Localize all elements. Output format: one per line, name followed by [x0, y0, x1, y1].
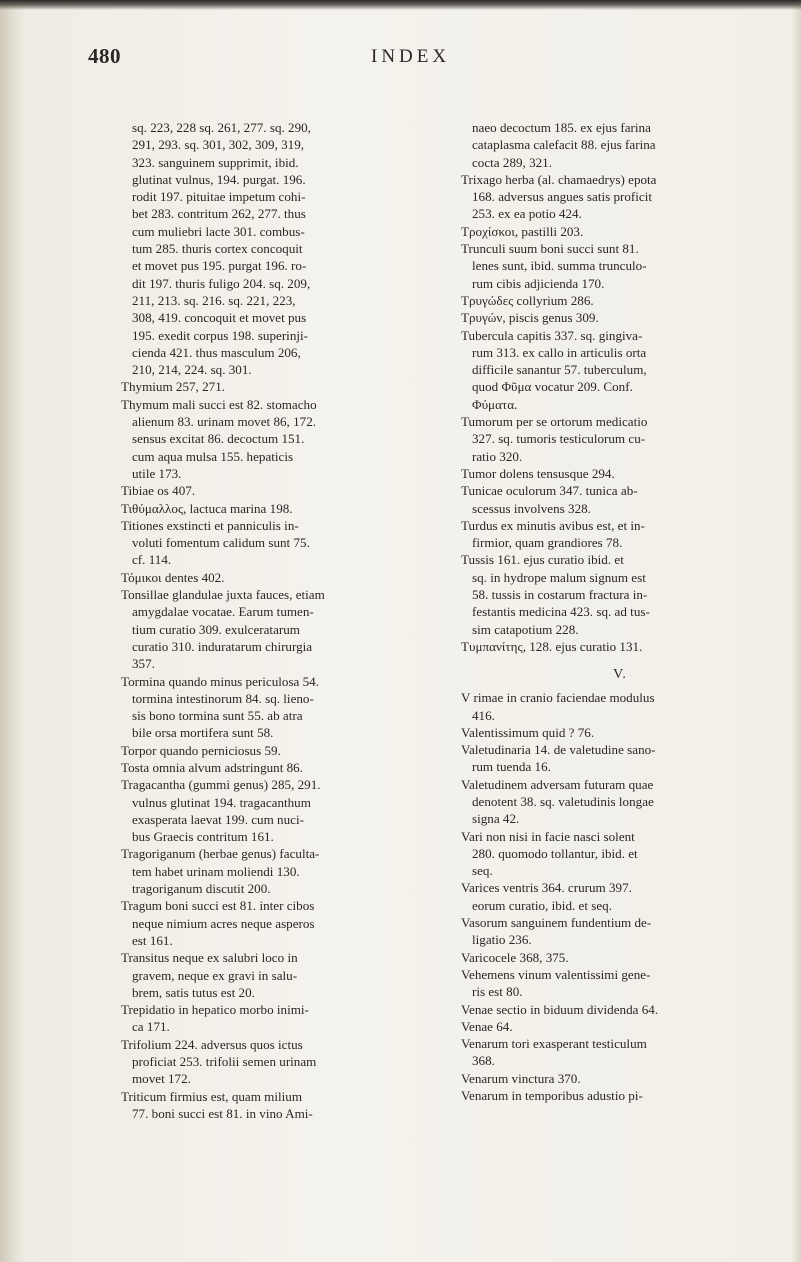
- page-header: [0, 44, 801, 84]
- left-index-column: [121, 119, 443, 1122]
- index-entry-line: V rimae in cranio faciendae modulus: [461, 690, 655, 706]
- index-entry-line: tem habet urinam moliendi 130.: [132, 863, 300, 879]
- index-entry-line: Φύματα.: [472, 396, 518, 412]
- index-entry-line: 211, 213. sq. 216. sq. 221, 223,: [132, 292, 296, 308]
- index-entry-line: Τόμικοι dentes 402.: [121, 569, 225, 585]
- index-entry-line: Τροχίσκοι, pastilli 203.: [461, 223, 584, 239]
- index-entry-line: Valentissimum quid ? 76.: [461, 724, 595, 740]
- index-entry-line: sim catapotium 228.: [472, 621, 579, 637]
- index-entry-line: Vehemens vinum valentissimi gene-: [461, 966, 651, 982]
- index-entry-line: denotent 38. sq. valetudinis longae: [472, 793, 654, 809]
- index-entry-line: rum 313. ex callo in articulis orta: [472, 344, 647, 360]
- index-entry-line: Venarum tori exasperant testiculum: [461, 1036, 647, 1052]
- index-entry-line: Tumorum per se ortorum medicatio: [461, 414, 648, 430]
- index-entry-line: utile 173.: [132, 465, 182, 481]
- index-entry-line: Venae sectio in biduum dividenda 64.: [461, 1001, 659, 1017]
- index-entry-line: Varices ventris 364. crurum 397.: [461, 880, 632, 896]
- index-entry-line: tragoriganum discutit 200.: [132, 881, 271, 897]
- index-entry-line: firmior, quam grandiores 78.: [472, 535, 623, 551]
- index-entry-line: Trepidatio in hepatico morbo inimi-: [121, 1002, 309, 1018]
- index-entry-line: eorum curatio, ibid. et seq.: [472, 897, 612, 913]
- index-entry-line: proficiat 253. trifolii semen urinam: [132, 1054, 317, 1070]
- index-entry-line: Vasorum sanguinem fundentium de-: [461, 915, 652, 931]
- index-entry-line: 253. ex ea potio 424.: [472, 206, 582, 222]
- index-entry-line: 416.: [472, 707, 495, 723]
- index-entry-line: 368.: [472, 1053, 495, 1069]
- index-entry-line: sis bono tormina sunt 55. ab atra: [132, 708, 303, 724]
- index-entry-line: Tumor dolens tensusque 294.: [461, 465, 615, 481]
- index-entry-line: alienum 83. urinam movet 86, 172.: [132, 414, 317, 430]
- index-entry-line: Triticum firmius est, quam milium: [121, 1088, 303, 1104]
- index-entry-line: Valetudinem adversam futuram quae: [461, 776, 654, 792]
- index-entry-line: 77. boni succi est 81. in vino Ami-: [132, 1105, 313, 1121]
- index-entry-line: Titiones exstincti et panniculis in-: [121, 517, 299, 533]
- index-entry-line: Transitus neque ex salubri loco in: [121, 950, 298, 966]
- index-entry-line: rum tuenda 16.: [472, 759, 551, 775]
- index-entry-line: Tonsillae glandulae juxta fauces, etiam: [121, 587, 325, 603]
- index-entry-line: scessus involvens 328.: [472, 500, 591, 516]
- index-entry-line: Τρυγών, piscis genus 309.: [461, 310, 599, 326]
- section-heading-v: V.: [613, 667, 627, 683]
- index-entry-line: cf. 114.: [132, 552, 172, 568]
- index-entry-line: 195. exedit corpus 198. superinji-: [132, 327, 309, 343]
- index-entry-line: tormina intestinorum 84. sq. lieno-: [132, 690, 314, 706]
- index-entry-line: 323. sanguinem supprimit, ibid.: [132, 154, 299, 170]
- index-entry-line: Tormina quando minus periculosa 54.: [121, 673, 319, 689]
- index-entry-line: Venarum vinctura 370.: [461, 1070, 581, 1086]
- index-entry-line: Tussis 161. ejus curatio ibid. et: [461, 552, 624, 568]
- index-entry-line: difficile sanantur 57. tuberculum,: [472, 362, 647, 378]
- index-entry-line: Tibiae os 407.: [121, 483, 196, 499]
- index-entry-line: cocta 289, 321.: [472, 154, 552, 170]
- index-entry-line: Thymium 257, 271.: [121, 379, 226, 395]
- index-entry-line: voluti fomentum calidum sunt 75.: [132, 535, 310, 551]
- index-entry-line: ratio 320.: [472, 448, 523, 464]
- index-entry-line: ris est 80.: [472, 984, 523, 1000]
- index-entry-line: Turdus ex minutis avibus est, et in-: [461, 517, 645, 533]
- index-entry-line: brem, satis tutus est 20.: [132, 984, 255, 1000]
- index-entry-line: Valetudinaria 14. de valetudine sano-: [461, 742, 656, 758]
- index-entry-line: cataplasma calefacit 88. ejus farina: [472, 137, 656, 153]
- index-entry-line: bus Graecis contritum 161.: [132, 829, 274, 845]
- index-entry-line: sensus excitat 86. decoctum 151.: [132, 431, 305, 447]
- page-gutter-shadow: [0, 0, 26, 1262]
- index-entry-line: est 161.: [132, 932, 173, 948]
- index-entry-line: Venae 64.: [461, 1018, 513, 1034]
- index-entry-line: cum aqua mulsa 155. hepaticis: [132, 448, 294, 464]
- index-entry-line: 308, 419. concoquit et movet pus: [132, 310, 307, 326]
- index-entry-line: exasperata laevat 199. cum nuci-: [132, 811, 304, 827]
- index-entry-line: signa 42.: [472, 811, 520, 827]
- index-entry-line: Tosta omnia alvum adstringunt 86.: [121, 759, 304, 775]
- index-entry-line: 291, 293. sq. 301, 302, 309, 319,: [132, 137, 305, 153]
- index-entry-line: ca 171.: [132, 1019, 170, 1035]
- index-entry-line: seq.: [472, 863, 493, 879]
- index-entry-line: tium curatio 309. exulceratarum: [132, 621, 300, 637]
- right-index-column: [461, 119, 779, 1104]
- index-entry-line: Tragacantha (gummi genus) 285, 291.: [121, 777, 321, 793]
- index-entry-line: Τυμπανίτης, 128. ejus curatio 131.: [461, 638, 643, 654]
- index-entry-line: naeo decoctum 185. ex ejus farina: [472, 120, 651, 135]
- running-head: INDEX: [371, 46, 451, 67]
- index-entry-line: glutinat vulnus, 194. purgat. 196.: [132, 171, 306, 187]
- page-number: 480: [88, 44, 121, 68]
- index-entry-line: ligatio 236.: [472, 932, 532, 948]
- index-entry-line: 58. tussis in costarum fractura in-: [472, 587, 648, 603]
- index-entry-line: 327. sq. tumoris testiculorum cu-: [472, 431, 646, 447]
- index-entry-line: Vari non nisi in facie nasci solent: [461, 828, 635, 844]
- index-entry-line: quod Φῦμα vocatur 209. Conf.: [472, 379, 633, 395]
- index-entry-line: Τρυγώδες collyrium 286.: [461, 292, 594, 308]
- index-entry-line: Tragum boni succi est 81. inter cibos: [121, 898, 315, 914]
- page-right-edge: [791, 0, 801, 1262]
- index-entry-line: 168. adversus angues satis proficit: [472, 189, 653, 205]
- index-entry-line: sq. in hydrope malum signum est: [472, 569, 646, 585]
- index-entry-line: dit 197. thuris fuligo 204. sq. 209,: [132, 275, 311, 291]
- index-entry-line: amygdalae vocatae. Earum tumen-: [132, 604, 314, 620]
- index-entry-line: vulnus glutinat 194. tragacanthum: [132, 794, 311, 810]
- index-entry-line: Venarum in temporibus adustio pi-: [461, 1088, 643, 1104]
- index-entry-line: cienda 421. thus masculum 206,: [132, 344, 301, 360]
- index-entry-line: 357.: [132, 656, 155, 672]
- index-entry-line: lenes sunt, ibid. summa trunculo-: [472, 258, 647, 274]
- index-entry-line: bet 283. contritum 262, 277. thus: [132, 206, 306, 222]
- index-entry-line: Torpor quando perniciosus 59.: [121, 742, 281, 758]
- index-entry-line: Tubercula capitis 337. sq. gingiva-: [461, 327, 643, 343]
- index-entry-line: Tragoriganum (herbae genus) faculta-: [121, 846, 320, 862]
- index-entry-line: Trifolium 224. adversus quos ictus: [121, 1036, 303, 1052]
- index-entry-line: 210, 214, 224. sq. 301.: [132, 362, 252, 378]
- index-entry-line: rum cibis adjicienda 170.: [472, 275, 605, 291]
- index-entry-line: Varicocele 368, 375.: [461, 949, 569, 965]
- index-entry-line: Trixago herba (al. chamaedrys) epota: [461, 171, 657, 187]
- index-entry-line: neque nimium acres neque asperos: [132, 915, 315, 931]
- index-entry-line: 280. quomodo tollantur, ibid. et: [472, 845, 638, 861]
- index-entry-line: cum muliebri lacte 301. combus-: [132, 223, 305, 239]
- index-entry-line: Τιθύμαλλος, lactuca marina 198.: [121, 500, 293, 516]
- index-entry-line: Thymum mali succi est 82. stomacho: [121, 396, 317, 412]
- index-entry-line: rodit 197. pituitae impetum cohi-: [132, 189, 306, 205]
- index-entry-line: movet 172.: [132, 1071, 191, 1087]
- index-entry-line: curatio 310. induratarum chirurgia: [132, 638, 313, 654]
- index-entry-line: gravem, neque ex gravi in salu-: [132, 967, 298, 983]
- index-entry-line: festantis medicina 423. sq. ad tus-: [472, 604, 650, 620]
- index-entry-line: tum 285. thuris cortex concoquit: [132, 241, 303, 257]
- index-entry-line: et movet pus 195. purgat 196. ro-: [132, 258, 307, 274]
- index-entry-line: bile orsa mortifera sunt 58.: [132, 725, 274, 741]
- index-entry-line: Tunicae oculorum 347. tunica ab-: [461, 483, 638, 499]
- index-entry-line: sq. 223, 228 sq. 261, 277. sq. 290,: [132, 120, 311, 135]
- index-entry-line: Trunculi suum boni succi sunt 81.: [461, 241, 639, 257]
- page-top-edge: [0, 0, 801, 10]
